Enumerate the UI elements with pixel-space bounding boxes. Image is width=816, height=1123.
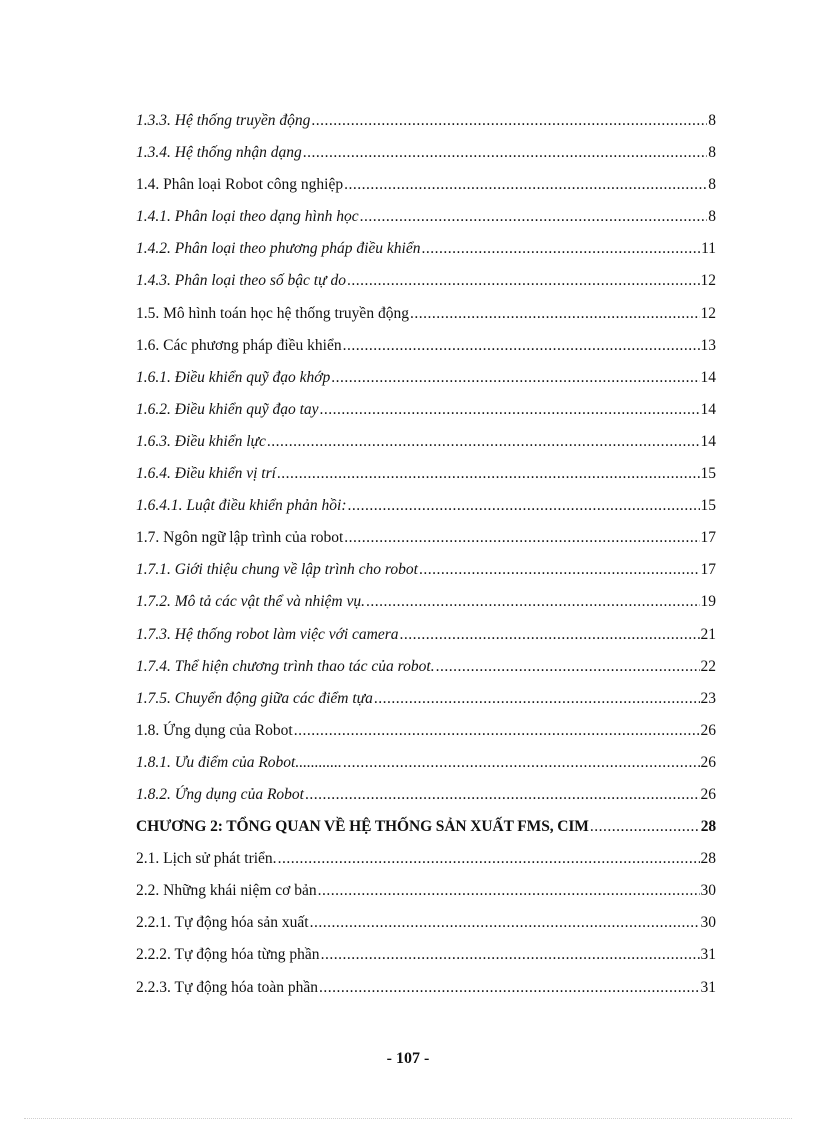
toc-entry-page: 23 xyxy=(700,689,716,707)
toc-entry-title: 1.7.1. Giới thiệu chung về lập trình cho robot xyxy=(136,561,418,579)
toc-entry-page: 17 xyxy=(700,561,716,579)
toc-entry-title: 1.6.4.1. Luật điều khiển phản hồi: xyxy=(136,497,347,515)
toc-entry xyxy=(136,850,716,882)
toc-chapter-entry xyxy=(136,818,716,850)
dot-leader xyxy=(321,946,700,964)
toc-entry-page: 26 xyxy=(700,753,716,771)
toc-entry-page: 30 xyxy=(700,914,716,932)
toc-entry xyxy=(136,786,716,818)
toc-entry-page: 8 xyxy=(708,112,716,129)
table-of-contents xyxy=(136,112,716,1011)
toc-entry xyxy=(136,626,716,658)
toc-entry xyxy=(136,882,716,914)
toc-entry-page: 17 xyxy=(700,529,716,547)
dot-leader xyxy=(278,850,700,868)
toc-entry-page: 26 xyxy=(700,721,716,739)
dot-leader xyxy=(374,690,700,708)
toc-entry xyxy=(136,593,716,625)
dot-leader xyxy=(419,561,700,579)
toc-entry-page: 8 xyxy=(708,176,716,194)
dot-leader xyxy=(344,176,707,194)
toc-entry-title: 1.8.1. Ưu điểm của Robot............ xyxy=(136,753,342,771)
toc-entry-title: 2.2.2. Tự động hóa từng phần xyxy=(136,946,320,964)
toc-entry-title: 2.1. Lịch sử phát triển. xyxy=(136,850,277,868)
toc-entry xyxy=(136,754,716,786)
toc-entry xyxy=(136,946,716,978)
toc-entry-page: 13 xyxy=(700,336,716,354)
toc-entry-page: 30 xyxy=(700,882,716,900)
toc-entry xyxy=(136,561,716,593)
toc-entry-title: 1.7.5. Chuyển động giữa các điểm tựa xyxy=(136,689,373,707)
dot-leader xyxy=(294,722,700,740)
toc-entry xyxy=(136,401,716,433)
toc-entry-page: 31 xyxy=(700,978,716,996)
toc-entry-title: 1.5. Mô hình toán học hệ thống truyền động xyxy=(136,304,409,322)
toc-entry-page: 21 xyxy=(700,625,716,643)
toc-entry-title: 1.8. Ứng dụng của Robot xyxy=(136,721,293,739)
dot-leader xyxy=(343,337,700,355)
dot-leader xyxy=(410,305,700,323)
toc-entry xyxy=(136,369,716,401)
toc-entry-title: 2.2.3. Tự động hóa toàn phần xyxy=(136,978,319,996)
toc-entry-page: 15 xyxy=(700,497,716,515)
dot-leader xyxy=(310,914,700,932)
toc-entry-title: 1.3.4. Hệ thống nhận dạng xyxy=(136,144,302,162)
toc-entry-title: 1.6.1. Điều khiển quỹ đạo khớp xyxy=(136,368,331,386)
toc-entry xyxy=(136,979,716,1011)
toc-entry xyxy=(136,208,716,240)
toc-entry-page: 11 xyxy=(701,240,716,258)
toc-entry-title: 2.2. Những khái niệm cơ bản xyxy=(136,882,317,900)
toc-entry-title: 1.8.2. Ứng dụng của Robot xyxy=(136,785,304,803)
toc-entry-title: 1.4.1. Phân loại theo dạng hình học xyxy=(136,208,359,226)
toc-entry xyxy=(136,337,716,369)
toc-entry xyxy=(136,690,716,722)
toc-entry-page: 14 xyxy=(700,432,716,450)
dot-leader xyxy=(331,369,699,387)
dot-leader xyxy=(348,497,700,515)
dot-leader xyxy=(344,529,699,547)
dot-leader xyxy=(436,658,700,676)
dot-leader xyxy=(422,240,701,258)
toc-entry-page: 12 xyxy=(700,304,716,322)
toc-entry-title: 1.3.3. Hệ thống truyền động xyxy=(136,112,311,129)
toc-entry-title: 1.4. Phân loại Robot công nghiệp xyxy=(136,176,344,194)
toc-entry xyxy=(136,529,716,561)
toc-entry-page: 28 xyxy=(700,818,716,836)
toc-entry-title: 1.7.2. Mô tả các vật thể và nhiệm vụ. xyxy=(136,593,365,611)
toc-entry-title: 1.7.3. Hệ thống robot làm việc với camera xyxy=(136,625,399,643)
dot-leader xyxy=(320,401,700,419)
dot-leader xyxy=(590,818,700,836)
dot-leader xyxy=(343,754,700,772)
toc-entry xyxy=(136,112,716,144)
toc-entry-page: 31 xyxy=(700,946,716,964)
dot-leader xyxy=(360,208,708,226)
toc-entry xyxy=(136,658,716,690)
toc-entry-title: 1.4.3. Phân loại theo số bậc tự do xyxy=(136,272,346,290)
toc-entry-page: 8 xyxy=(708,208,716,226)
toc-entry-title: 1.7.4. Thể hiện chương trình thao tác của robot. xyxy=(136,657,435,675)
toc-entry xyxy=(136,176,716,208)
dot-leader xyxy=(311,112,707,130)
toc-entry xyxy=(136,240,716,272)
toc-entry-title: 1.7. Ngôn ngữ lập trình của robot xyxy=(136,529,344,547)
toc-entry-page: 12 xyxy=(700,272,716,290)
toc-entry-title: 1.4.2. Phân loại theo phương pháp điều khiển xyxy=(136,240,421,258)
toc-entry-page: 15 xyxy=(700,465,716,483)
dot-leader xyxy=(319,979,699,997)
toc-entry-page: 26 xyxy=(700,785,716,803)
toc-entry-title: CHƯƠNG 2: TỔNG QUAN VỀ HỆ THỐNG SẢN XUẤT FMS, CIM xyxy=(136,818,589,836)
dot-leader xyxy=(400,626,700,644)
toc-entry-title: 1.6. Các phương pháp điều khiển xyxy=(136,336,342,354)
page-number: - 107 - xyxy=(386,1050,430,1067)
toc-entry xyxy=(136,722,716,754)
dot-leader xyxy=(267,433,700,451)
toc-entry-title: 2.2.1. Tự động hóa sản xuất xyxy=(136,914,309,932)
toc-entry xyxy=(136,305,716,337)
toc-entry-page: 14 xyxy=(700,400,716,418)
toc-entry-page: 14 xyxy=(700,368,716,386)
toc-entry xyxy=(136,914,716,946)
dot-leader xyxy=(318,882,700,900)
dot-leader xyxy=(347,272,700,290)
toc-entry-title: 1.6.4. Điều khiển vị trí xyxy=(136,465,276,483)
dot-leader xyxy=(305,786,700,804)
toc-entry xyxy=(136,497,716,529)
dot-leader xyxy=(277,465,700,483)
dot-leader xyxy=(366,593,700,611)
toc-entry xyxy=(136,433,716,465)
bottom-divider xyxy=(24,1118,792,1119)
toc-entry-title: 1.6.2. Điều khiển quỹ đạo tay xyxy=(136,400,319,418)
toc-entry xyxy=(136,272,716,304)
toc-entry-title: 1.6.3. Điều khiển lực xyxy=(136,432,266,450)
toc-entry xyxy=(136,465,716,497)
toc-entry-page: 8 xyxy=(708,144,716,162)
toc-entry xyxy=(136,144,716,176)
toc-entry-page: 22 xyxy=(700,657,716,675)
toc-entry-page: 28 xyxy=(700,850,716,868)
toc-entry-page: 19 xyxy=(700,593,716,611)
dot-leader xyxy=(303,144,707,162)
